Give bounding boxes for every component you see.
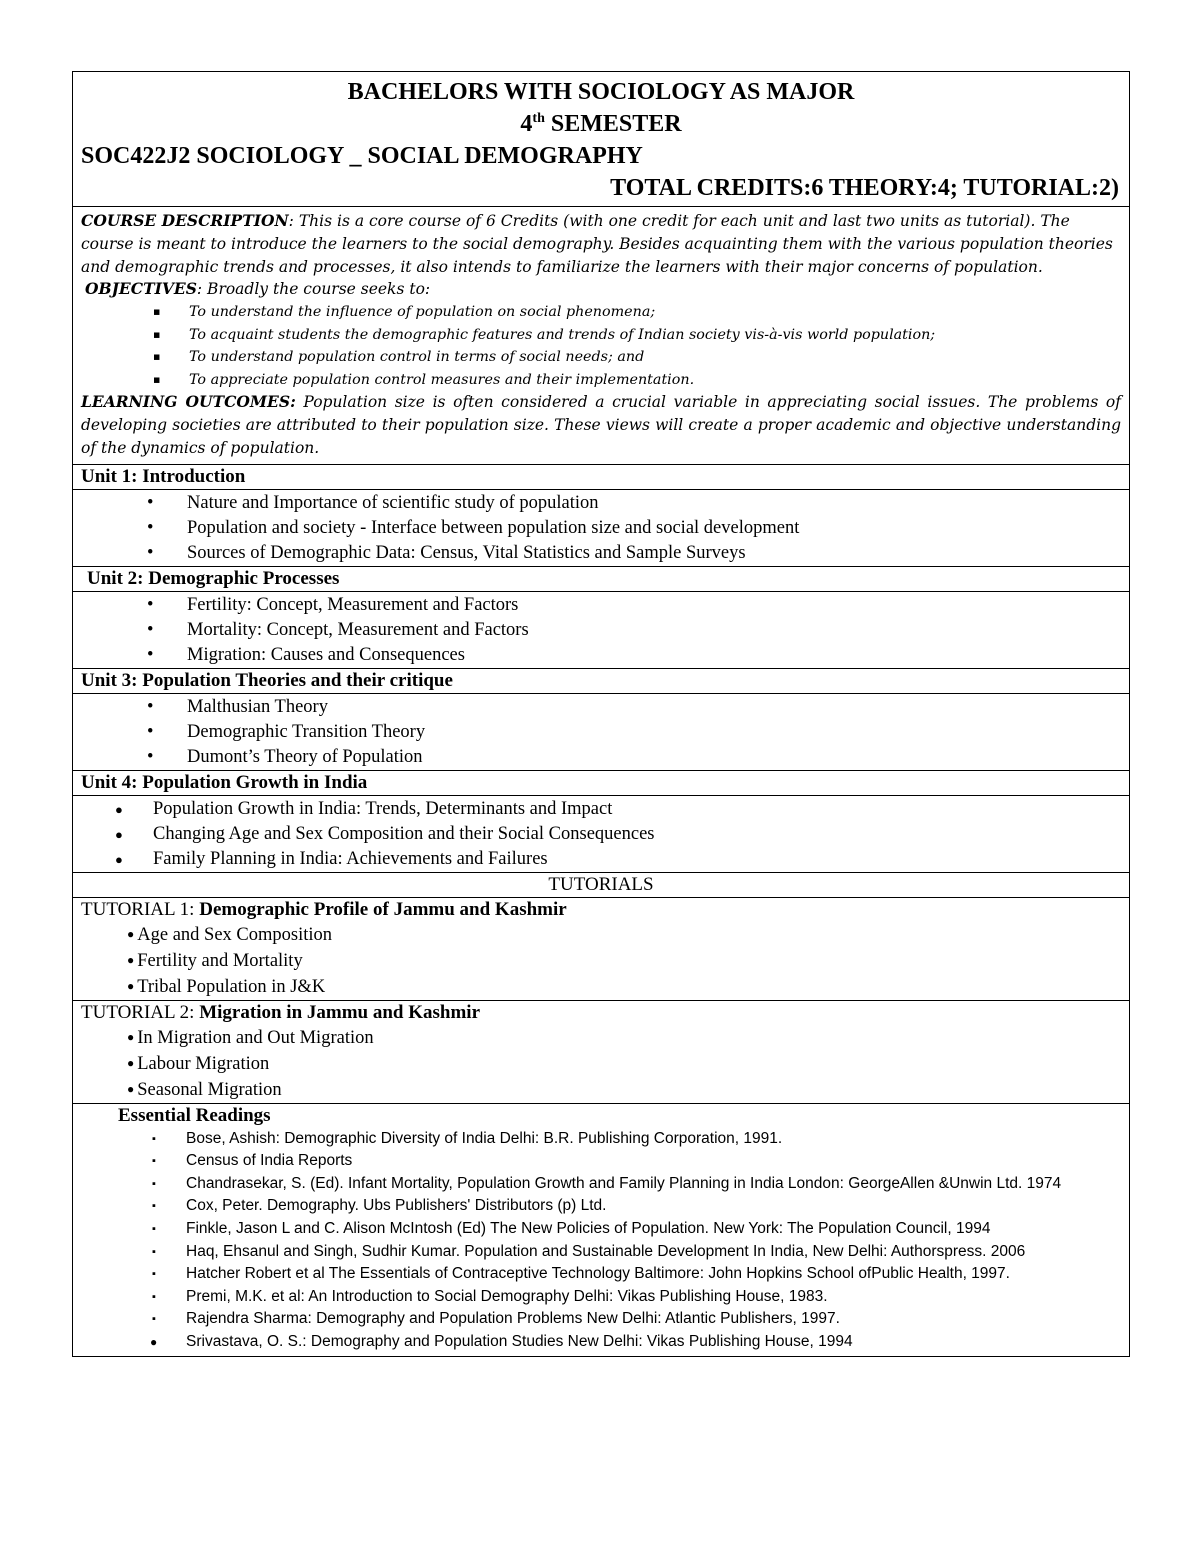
semester-title: 4th SEMESTER [520, 111, 682, 137]
tutorial-2-block [73, 1001, 1129, 1104]
list-item: ● Seasonal Migration [127, 1077, 1121, 1103]
list-item: ▪ To understand the influence of population on social phenomena; [151, 301, 1121, 324]
list-item: ▪ To appreciate population control measures and their implementation. [151, 369, 1121, 392]
list-item: ● Srivastava, O. S.: Demography and Population Studies New Delhi: Vikas Publishing House, 1994 [186, 1331, 1113, 1354]
tutorial-2-list [81, 1025, 1121, 1103]
list-item: • Dumont’s Theory of Population [73, 745, 1129, 770]
readings-list [81, 1128, 1121, 1354]
tutorial-1-heading: TUTORIAL 1: Demographic Profile of Jammu and Kashmir [81, 898, 567, 920]
description-text: : This is a core course of 6 Credits (with one credit for each unit and last two units as tutorial). The course is meant to introduce the learners to the social demography. Besides acquainting them with the various population theories and demographic trends and processes, it also intends to familiarize the learners with their major concerns of population. [81, 212, 1113, 276]
course-header [73, 72, 1129, 207]
unit-4-heading: Unit 4: Population Growth in India [73, 771, 1129, 796]
unit-1-list [73, 491, 1129, 566]
list-item: ● Family Planning in India: Achievements and Failures [73, 847, 1129, 872]
tutorial-1-block [73, 898, 1129, 1001]
unit-4-body [73, 796, 1129, 873]
syllabus-table [72, 71, 1130, 1357]
list-item: • Nature and Importance of scientific study of population [73, 491, 1129, 516]
objectives-label: OBJECTIVES [85, 279, 197, 299]
unit-3-body [73, 694, 1129, 771]
tutorials-heading: TUTORIALS [73, 873, 1129, 898]
list-item: ▪ To acquaint students the demographic features and trends of Indian society vis-à-vis world population; [151, 324, 1121, 347]
unit-2-heading: Unit 2: Demographic Processes [73, 567, 1129, 592]
objectives-heading [81, 278, 1121, 301]
list-item: ● Tribal Population in J&K [127, 974, 1121, 1000]
list-item: • Migration: Causes and Consequences [73, 643, 1129, 668]
tutorial-2-heading: TUTORIAL 2: Migration in Jammu and Kashmir [81, 1001, 481, 1023]
unit-1-body [73, 490, 1129, 567]
unit-2-body [73, 592, 1129, 669]
list-item: ▪ To understand population control in terms of social needs; and [151, 346, 1121, 369]
list-item: ▪ Rajendra Sharma: Demography and Population Problems New Delhi: Atlantic Publishers, 1997. [186, 1308, 1113, 1331]
course-description-block [73, 207, 1129, 465]
program-title: BACHELORS WITH SOCIOLOGY AS MAJOR [347, 79, 855, 105]
list-item: ● Population Growth in India: Trends, Determinants and Impact [73, 797, 1129, 822]
list-item: ● In Migration and Out Migration [127, 1025, 1121, 1051]
description-label: COURSE DESCRIPTION [81, 211, 289, 230]
list-item: ● Labour Migration [127, 1051, 1121, 1077]
outcomes-label: LEARNING OUTCOMES: [81, 392, 296, 412]
list-item: ● Age and Sex Composition [127, 922, 1121, 948]
objectives-intro: : Broadly the course seeks to: [196, 280, 431, 299]
list-item: ▪ Cox, Peter. Demography. Ubs Publishers' Distributors (p) Ltd. [186, 1195, 1113, 1218]
objectives-list [81, 301, 1121, 391]
unit-1-heading: Unit 1: Introduction [73, 465, 1129, 490]
list-item: ● Changing Age and Sex Composition and their Social Consequences [73, 822, 1129, 847]
list-item: ▪ Census of India Reports [186, 1150, 1113, 1173]
credits-line: TOTAL CREDITS:6 THEORY:4; TUTORIAL:2) [610, 175, 1119, 201]
list-item: ▪ Hatcher Robert et al The Essentials of Contraceptive Technology Baltimore: John Hopkins School ofPublic Health, 1997. [186, 1263, 1113, 1286]
list-item: ▪ Chandrasekar, S. (Ed). Infant Mortality, Population Growth and Family Planning in India London: GeorgeAllen &Unwin Ltd. 1974 [186, 1173, 1113, 1196]
list-item: • Demographic Transition Theory [73, 720, 1129, 745]
essential-readings-block [73, 1104, 1129, 1356]
course-description [81, 210, 1121, 278]
list-item: • Fertility: Concept, Measurement and Factors [73, 593, 1129, 618]
list-item: ▪ Finkle, Jason L and C. Alison McIntosh (Ed) The New Policies of Population. New York: The Population Council, 1994 [186, 1218, 1113, 1241]
unit-4-list [73, 797, 1129, 872]
list-item: ▪ Haq, Ehsanul and Singh, Sudhir Kumar. Population and Sustainable Development In India, New Delhi: Authorspress. 2006 [186, 1241, 1113, 1264]
list-item: ● Fertility and Mortality [127, 948, 1121, 974]
list-item: • Population and society - Interface between population size and social development [73, 516, 1129, 541]
unit-3-list [73, 695, 1129, 770]
list-item: ▪ Bose, Ashish: Demographic Diversity of India Delhi: B.R. Publishing Corporation, 1991. [186, 1128, 1113, 1151]
list-item: ▪ Premi, M.K. et al: An Introduction to Social Demography Delhi: Vikas Publishing House, 1983. [186, 1286, 1113, 1309]
unit-3-heading: Unit 3: Population Theories and their critique [73, 669, 1129, 694]
course-title: SOC422J2 SOCIOLOGY _ SOCIAL DEMOGRAPHY [81, 143, 643, 169]
list-item: • Mortality: Concept, Measurement and Factors [73, 618, 1129, 643]
learning-outcomes [81, 391, 1121, 459]
tutorial-1-list [81, 922, 1121, 1000]
list-item: • Sources of Demographic Data: Census, Vital Statistics and Sample Surveys [73, 541, 1129, 566]
readings-heading: Essential Readings [118, 1104, 271, 1126]
outcomes-text: Population size is often considered a crucial variable in appreciating social issues. The problems of developing societies are attributed to their population size. These views will create a proper academic and objective understanding of the dynamics of population. [81, 393, 1121, 457]
unit-2-list [73, 593, 1129, 668]
list-item: • Malthusian Theory [73, 695, 1129, 720]
